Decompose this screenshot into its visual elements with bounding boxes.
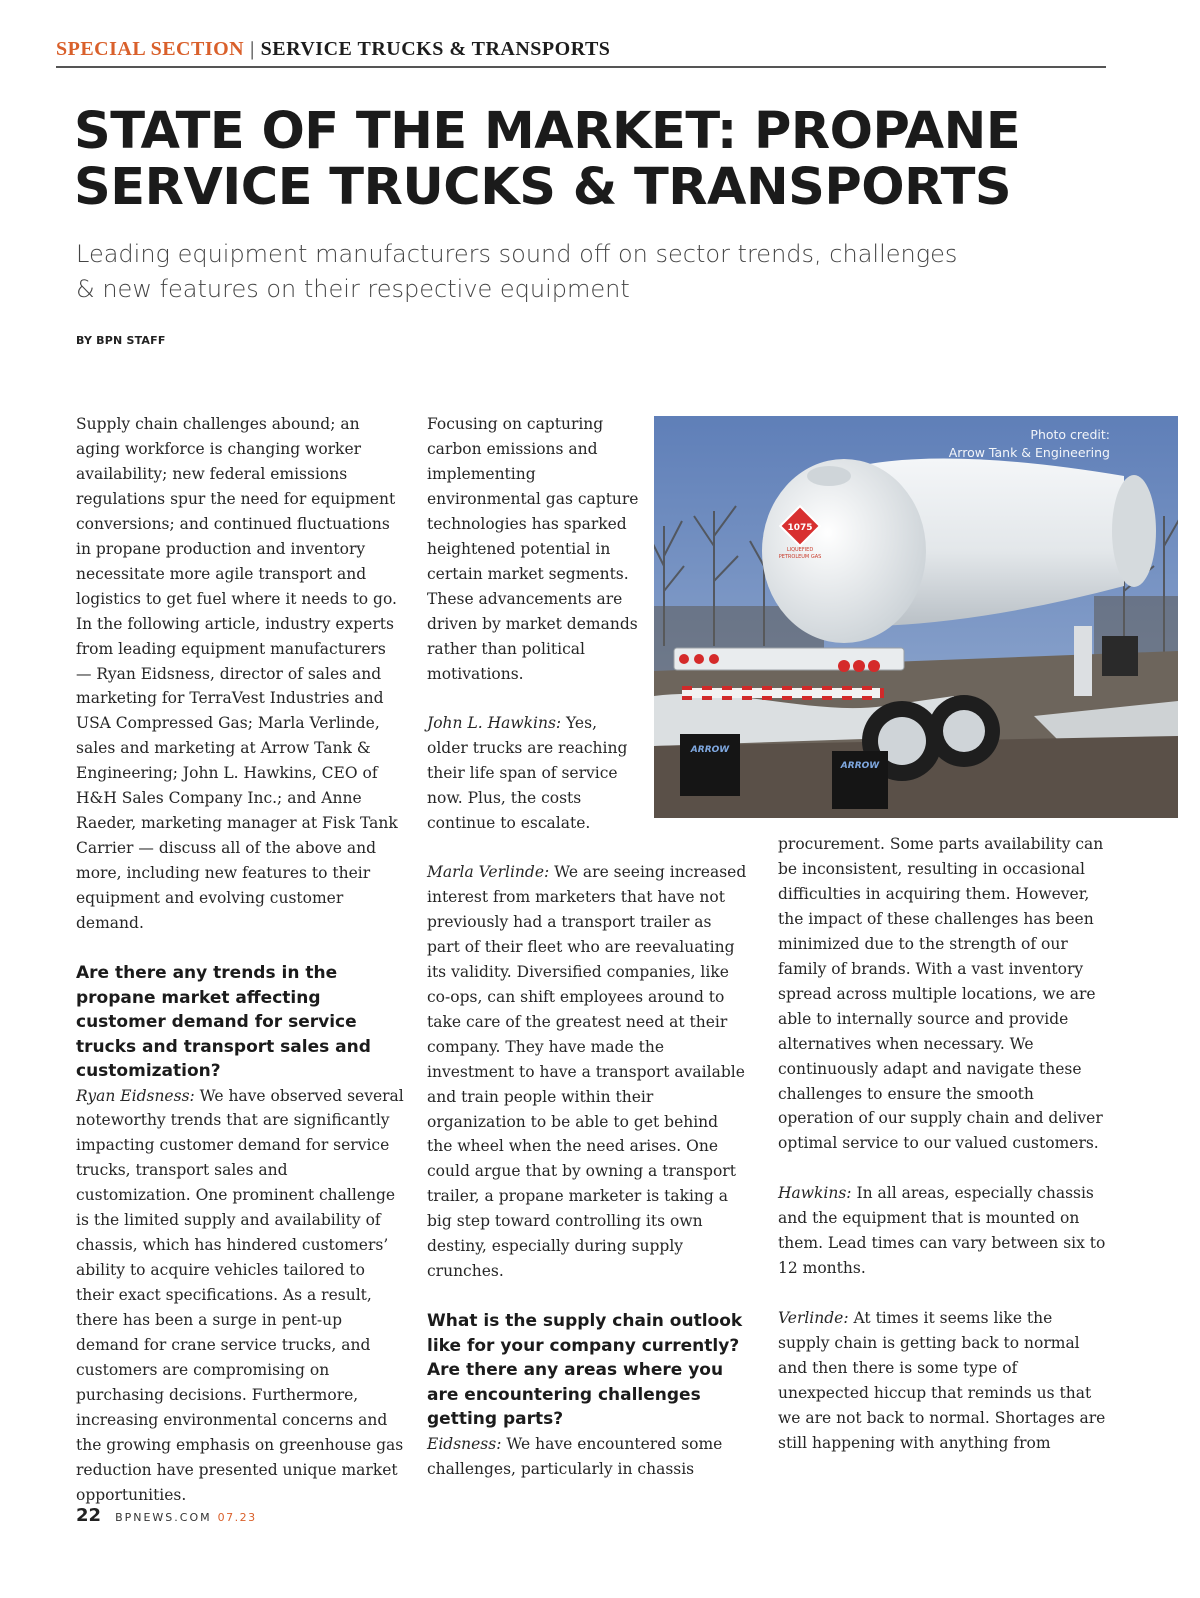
article-headline xyxy=(74,104,1134,216)
speaker-eidsness: Ryan Eidsness: xyxy=(76,1086,195,1105)
continuation-paragraph-2: procurement. Some parts availability can be inconsistent, resulting in occasional difficulties in acquiring them. However, the impact of these challenges has been minimized due to the strength of our family of brands. With a vast inventory spread across multiple locations, we are able to internally source and provide alternatives when necessary. We continuously adapt and navigate these challenges to ensure the smooth operation of our supply chain and deliver optimal service to our valued customers. xyxy=(778,835,1104,1153)
headline-line-2: SERVICE TRUCKS & TRANSPORTS xyxy=(74,158,1012,217)
answer-verlinde-1-text: We are seeing increased interest from marketers that have not previously had a transport trailer as part of their fleet who are reevaluating its validity. Diversified companies, like co-ops, can shift employees around to take care of the greatest need at their company. They have made the investment to have a transport available and train people within their organization to be able to get behind the wheel when the need arises. One could argue that by owning a transport trailer, a propane marketer is taking a big step toward controlling its own destiny, especially during supply crunches. xyxy=(427,863,747,1281)
answer-hawkins-2-text: In all areas, especially chassis and the equipment that is mounted on them. Lead times can vary between six to 12 months. xyxy=(778,1184,1106,1278)
answer-eidsness-2 xyxy=(427,1432,747,1482)
tank-label-1: LIQUEFIED xyxy=(786,547,814,553)
answer-eidsness-1-text: We have observed several noteworthy trends that are significantly impacting customer demand for service trucks, transport sales and customization. One prominent challenge is the limited supply and availability of chassis, which has hindered customers’ ability to acquire vehicles tailored to their exact specifications. As a result, there has been a surge in pent-up demand for crane service trucks, and customers are compromising on purchasing decisions. Furthermore, increasing environmental concerns and the growing emphasis on greenhouse gas reduction have presented unique market opportunities. xyxy=(76,1086,404,1504)
speaker-hawkins-2: Hawkins: xyxy=(778,1184,852,1203)
question-1-heading: Are there any trends in the propane market affecting customer demand for service trucks and transport sales and customization? xyxy=(76,963,371,1082)
mudflap-right-brand: ARROW xyxy=(840,761,880,771)
question-2-heading: What is the supply chain outlook like for your company currently? Are there any areas where you are encountering challenges getting parts? xyxy=(427,1311,743,1430)
continuation-paragraph: Focusing on capturing carbon emissions and implementing environmental gas capture technologies has sparked heightened potential in certain market segments. These advancements are driven by market demands rather than political motivations. xyxy=(427,415,639,683)
speaker-eidsness-2: Eidsness: xyxy=(427,1434,502,1453)
transport-trailer-photo xyxy=(654,416,1178,818)
section-topic: SERVICE TRUCKS & TRANSPORTS xyxy=(260,38,611,60)
column-3 xyxy=(778,832,1108,1456)
answer-hawkins-1-text: Yes, older trucks are reaching their life span of service now. Plus, the costs continue to escalate. xyxy=(427,714,628,833)
footer-site: BPNEWS.COM xyxy=(115,1511,212,1524)
column-2-top xyxy=(427,412,642,836)
page-footer xyxy=(76,1505,257,1526)
speaker-verlinde: Marla Verlinde: xyxy=(427,863,550,881)
section-separator: | xyxy=(250,38,255,60)
answer-verlinde-2 xyxy=(778,1306,1108,1456)
trailer-illustration xyxy=(654,416,1178,818)
section-kicker: SPECIAL SECTION xyxy=(56,38,245,60)
headline-line-1: STATE OF THE MARKET: PROPANE xyxy=(74,102,1021,161)
column-2-bottom xyxy=(427,860,747,1482)
answer-verlinde-1 xyxy=(427,860,747,1284)
mudflap-left-brand: ARROW xyxy=(690,745,730,755)
tank-label-2: PETROLEUM GAS xyxy=(778,554,822,560)
byline: BY BPN STAFF xyxy=(76,334,166,347)
answer-eidsness-1 xyxy=(76,1084,406,1508)
footer-issue: 07.23 xyxy=(217,1511,257,1524)
answer-hawkins-1 xyxy=(427,711,642,836)
intro-paragraph: Supply chain challenges abound; an aging workforce is changing worker availability; new federal emissions regulations spur the need for equipment conversions; and continued fluctuations in propane production and inventory necessitate more agile transport and logistics to get fuel where it needs to go. In the following article, industry experts from leading equipment manufacturers — Ryan Eidsness, director of sales and marketing for TerraVest Industries and USA Compressed Gas; Marla Verlinde, sales and marketing at Arrow Tank & Engineering; John L. Hawkins, CEO of H&H Sales Company Inc.; and Anne Raeder, marketing manager at Fisk Tank Carrier — discuss all of the above and more, including new features to their equipment and evolving customer demand. xyxy=(76,415,398,933)
answer-hawkins-2 xyxy=(778,1181,1108,1281)
placard-number: 1075 xyxy=(787,523,813,533)
column-1 xyxy=(76,412,406,1508)
photo-credit xyxy=(949,426,1110,462)
photo-credit-source: Arrow Tank & Engineering xyxy=(948,445,1110,460)
page-number: 22 xyxy=(76,1505,102,1526)
answer-verlinde-2-text: At times it seems like the supply chain is getting back to normal and then there is some type of unexpected hiccup that reminds us that we are not back to normal. Shortages are still happening with anything from xyxy=(778,1309,1106,1452)
article-deck: Leading equipment manufacturers sound off on sector trends, challenges & new features on their respective equipment xyxy=(76,240,958,303)
speaker-verlinde-2: Verlinde: xyxy=(778,1309,849,1328)
photo-credit-label: Photo credit: xyxy=(1030,427,1110,442)
section-header xyxy=(56,38,1106,68)
answer-eidsness-2-text: We have encountered some challenges, particularly in chassis xyxy=(427,1434,723,1478)
speaker-hawkins: John L. Hawkins: xyxy=(427,714,562,733)
